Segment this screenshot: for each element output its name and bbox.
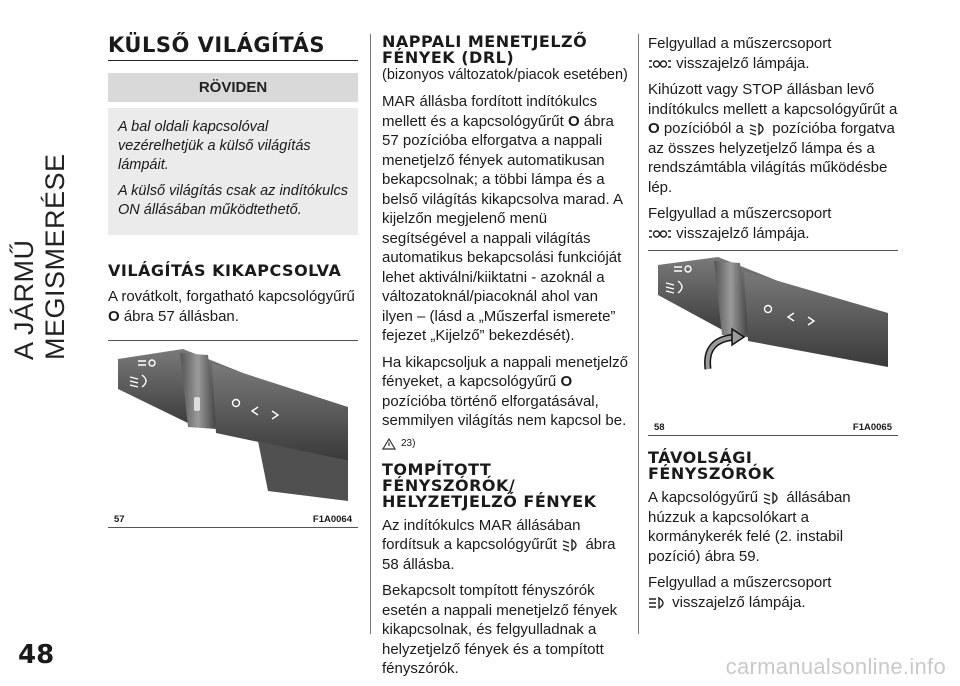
off-position-symbol: O	[560, 373, 573, 390]
figure-caption	[108, 512, 358, 525]
column-1	[108, 34, 358, 528]
low-beam-icon	[561, 538, 581, 552]
page-number: 48	[18, 640, 55, 670]
paragraph: Felgyullad a műszercsoport visszajelző lámpája.	[648, 205, 832, 242]
paragraph: A rovátkolt, forgatható kapcsológyűrű O ábra 57 állásban.	[108, 288, 355, 325]
position-lights-icon	[648, 227, 672, 241]
section-title: TOMPÍTOTT FÉNYSZÓRÓK/ HELYZETJELZŐ FÉNYEK	[382, 459, 597, 511]
off-position-symbol: O	[648, 120, 660, 137]
paragraph: Felgyullad a műszercsoport visszajelző lámpája.	[648, 574, 832, 611]
figure-code: F1A0064	[312, 514, 352, 525]
off-position-symbol: O	[567, 112, 580, 130]
paragraph: Felgyullad a műszercsoport visszajelző lámpája.	[648, 35, 832, 72]
page-title: KÜLSŐ VILÁGÍTÁS	[108, 34, 358, 61]
column-divider	[370, 34, 371, 634]
figure-57	[108, 340, 358, 528]
paragraph: Az indítókulcs MAR állásában fordítsuk a kapcsológyűrűt ábra 58 állásba.	[382, 516, 616, 573]
section-title: NAPPALI MENETJELZŐ FÉNYEK (DRL)	[382, 32, 588, 67]
section-title: TÁVOLSÁGI FÉNYSZÓRÓK	[648, 448, 775, 483]
position-lights-icon	[648, 57, 672, 71]
low-beam-icon	[748, 122, 768, 136]
figure-number: 57	[114, 514, 125, 525]
paragraph: A kapcsológyűrű állásában húzzuk a kapcsolókart a kormánykerék felé (2. instabil pozíció) ábra 59.	[648, 489, 851, 565]
high-beam-icon	[648, 596, 668, 610]
summary-paragraph: A külső világítás csak az indítókulcs ON állásában működtethető.	[118, 183, 348, 218]
summary-paragraph: A bal oldali kapcsolóval vezérelhetjük a külső világítás lámpáit.	[118, 119, 311, 173]
light-switch-stalk-illustration	[108, 341, 358, 511]
section-title: VILÁGÍTÁS KIKAPCSOLVA	[108, 261, 342, 280]
chapter-side-title: A JÁRMŰ MEGISMERÉSE	[9, 153, 70, 360]
summary-box	[108, 108, 358, 235]
figure-number: 58	[654, 422, 665, 433]
paragraph: Kihúzott vagy STOP állásban levő indítókulcs mellett a kapcsológyűrűt a O pozícióból a pozícióba forgatva az összes helyzetjelző lámpa és a rendszámtábla világítás működésbe lép.	[648, 81, 898, 196]
low-beam-icon	[762, 491, 782, 505]
figure-caption	[648, 420, 898, 433]
column-3	[648, 34, 898, 619]
watermark: carmanualsonline.info	[725, 654, 946, 679]
off-position-symbol: O	[108, 307, 120, 325]
warning-triangle-icon	[382, 438, 396, 450]
warning-reference: 23)	[382, 438, 632, 450]
column-divider	[638, 34, 639, 634]
figure-code: F1A0065	[852, 422, 892, 433]
light-switch-rotation-illustration	[648, 251, 898, 419]
summary-heading: RÖVIDEN	[108, 73, 358, 102]
figure-58	[648, 250, 898, 436]
paragraph: MAR állásba fordított indítókulcs mellett és a kapcsológyűrűt O ábra 57 pozícióba elforgatva a nappali menetjelző fények automatikusan bekapcsolnak; a többi lámpa és a belső világítás kikapcsolva marad. A kijelzőn megjelenő menü segítségével a nappali világítás automatikus bekapcsolási funkcióját lehet aktiválni/kiiktatni - azoknál a változatoknál/piacoknál ahol van ilyen – (lásd a „Műszerfal ismerete” fejezet „Kijelző” bekezdését).	[382, 93, 623, 344]
column-2	[382, 34, 632, 686]
paragraph: Bekapcsolt tompított fényszórók esetén a nappali menetjelző fények kikapcsolnak, és felgyulladnak a helyzetjelző fények és a tompított fényszórók.	[382, 582, 618, 677]
paragraph: Ha kikapcsoljuk a nappali menetjelző fényeket, a kapcsológyűrű O pozícióba történő elforgatásával, semmilyen világítás nem kapcsol be.	[382, 353, 628, 429]
section-subtitle: (bizonyos változatok/piacok esetében)	[382, 67, 628, 83]
